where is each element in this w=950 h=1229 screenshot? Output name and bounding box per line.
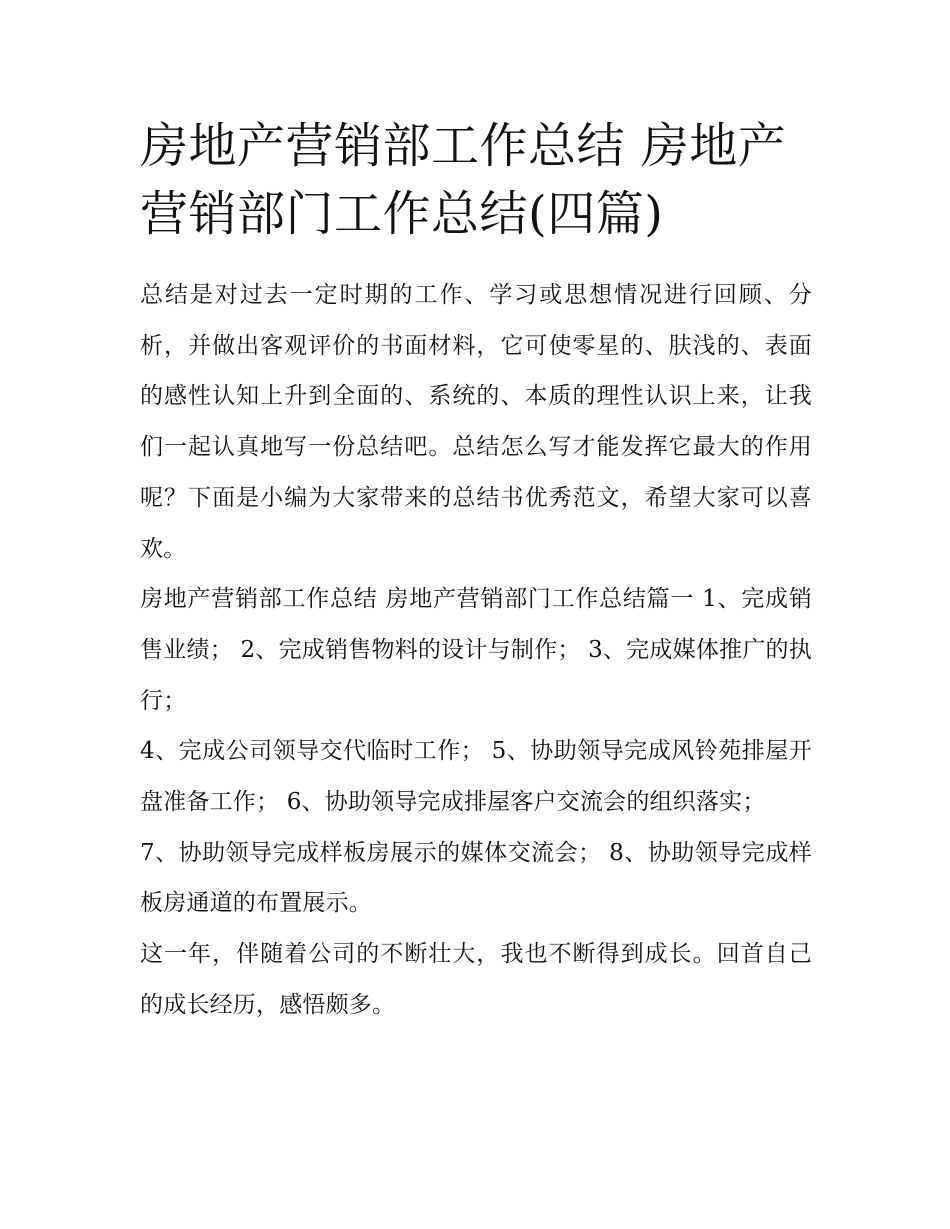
paragraph-section-one: 房地产营销部工作总结 房地产营销部门工作总结篇一 1、完成销售业绩； 2、完成销售物料的设计与制作； 3、完成媒体推广的执行； <box>140 586 812 714</box>
document-title: 房地产营销部工作总结 房地产营销部门工作总结(四篇) <box>140 118 787 242</box>
paragraph-items-7-8: 7、协助领导完成样板房展示的媒体交流会； 8、协助领导完成样板房通道的布置展示。 <box>140 839 812 917</box>
document-body <box>140 112 812 1031</box>
paragraph-items-4-6: 4、完成公司领导交代临时工作； 5、协助领导完成风铃苑排屋开盘准备工作； 6、协助领导完成排屋客户交流会的组织落实； <box>140 738 812 816</box>
paragraph-intro: 总结是对过去一定时期的工作、学习或思想情况进行回顾、分析，并做出客观评价的书面材料，它可使零星的、肤浅的、表面的感性认知上升到全面的、系统的、本质的理性认识上来，让我们一起认真地写一份总结吧。总结怎么写才能发挥它最大的作用呢？下面是小编为大家带来的总结书优秀范文，希望大家可以喜欢。 <box>140 282 812 562</box>
paragraph-reflection: 这一年，伴随着公司的不断壮大，我也不断得到成长。回首自己的成长经历，感悟颇多。 <box>140 941 812 1018</box>
